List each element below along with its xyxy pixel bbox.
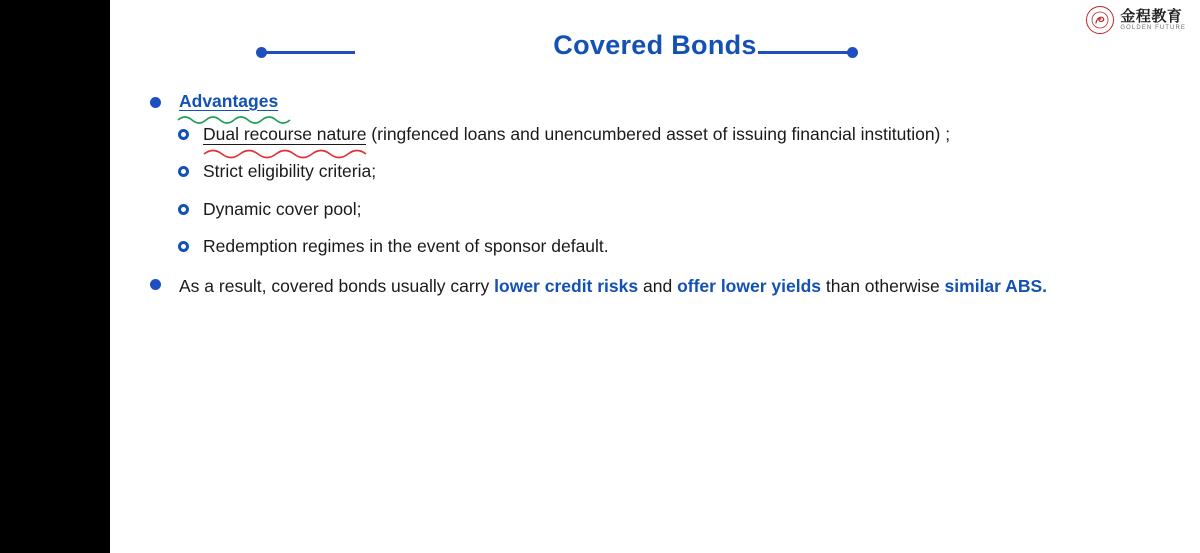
logo-english-name: GOLDEN FUTURE [1120,24,1186,31]
ring-bullet-icon [178,241,189,252]
sub-bullet-dynamic-cover-pool [140,196,1170,222]
conclusion-text [179,270,1047,302]
bullet-advantages [140,88,1170,115]
conclusion-part2: and [638,276,678,297]
slide-body [140,88,1170,309]
ring-bullet-icon [178,166,189,177]
dual-recourse-rest: (ringfenced loans and unencumbered asset of issuing financial institution) ; [366,124,951,145]
highlight-offer-lower-yields: offer lower yields [677,276,821,297]
bullet-conclusion [140,270,1170,302]
dual-recourse-phrase: Dual recourse nature [203,124,367,145]
slide-canvas [110,0,1200,553]
highlight-lower-credit-risks: lower credit risks [494,276,639,297]
sub-bullet-list [140,121,1170,259]
red-squiggle-annotation [203,147,378,159]
sub-bullet-text: Redemption regimes in the event of sponsor default. [203,235,609,256]
sub-bullet-text: Dynamic cover pool; [203,198,362,219]
bullet-dot-icon [150,97,161,108]
logo-wordmark [1120,9,1186,31]
logo-chinese-name: 金程教育 [1120,7,1183,25]
title-row [110,30,1200,78]
advantages-label: Advantages [179,91,279,111]
sub-bullet-text: Strict eligibility criteria; [203,161,377,182]
title-rule-dot-right [847,47,858,58]
advantages-label-wrap [179,88,278,115]
page-title: Covered Bonds [553,30,757,60]
bullet-dot-icon [150,279,161,290]
bullet-advantages-text [179,88,278,115]
conclusion-part1: As a result, covered bonds usually carry [179,276,495,297]
conclusion-part3: than otherwise [821,276,945,297]
sub-bullet-strict-eligibility [140,158,1170,184]
title-rule-right [758,51,853,54]
sub-bullet-text [203,121,950,147]
highlight-similar-abs: similar ABS. [944,276,1047,297]
sub-bullet-redemption-regimes [140,233,1170,259]
ring-bullet-icon [178,129,189,140]
sub-bullet-dual-recourse [140,121,1170,147]
ring-bullet-icon [178,204,189,215]
